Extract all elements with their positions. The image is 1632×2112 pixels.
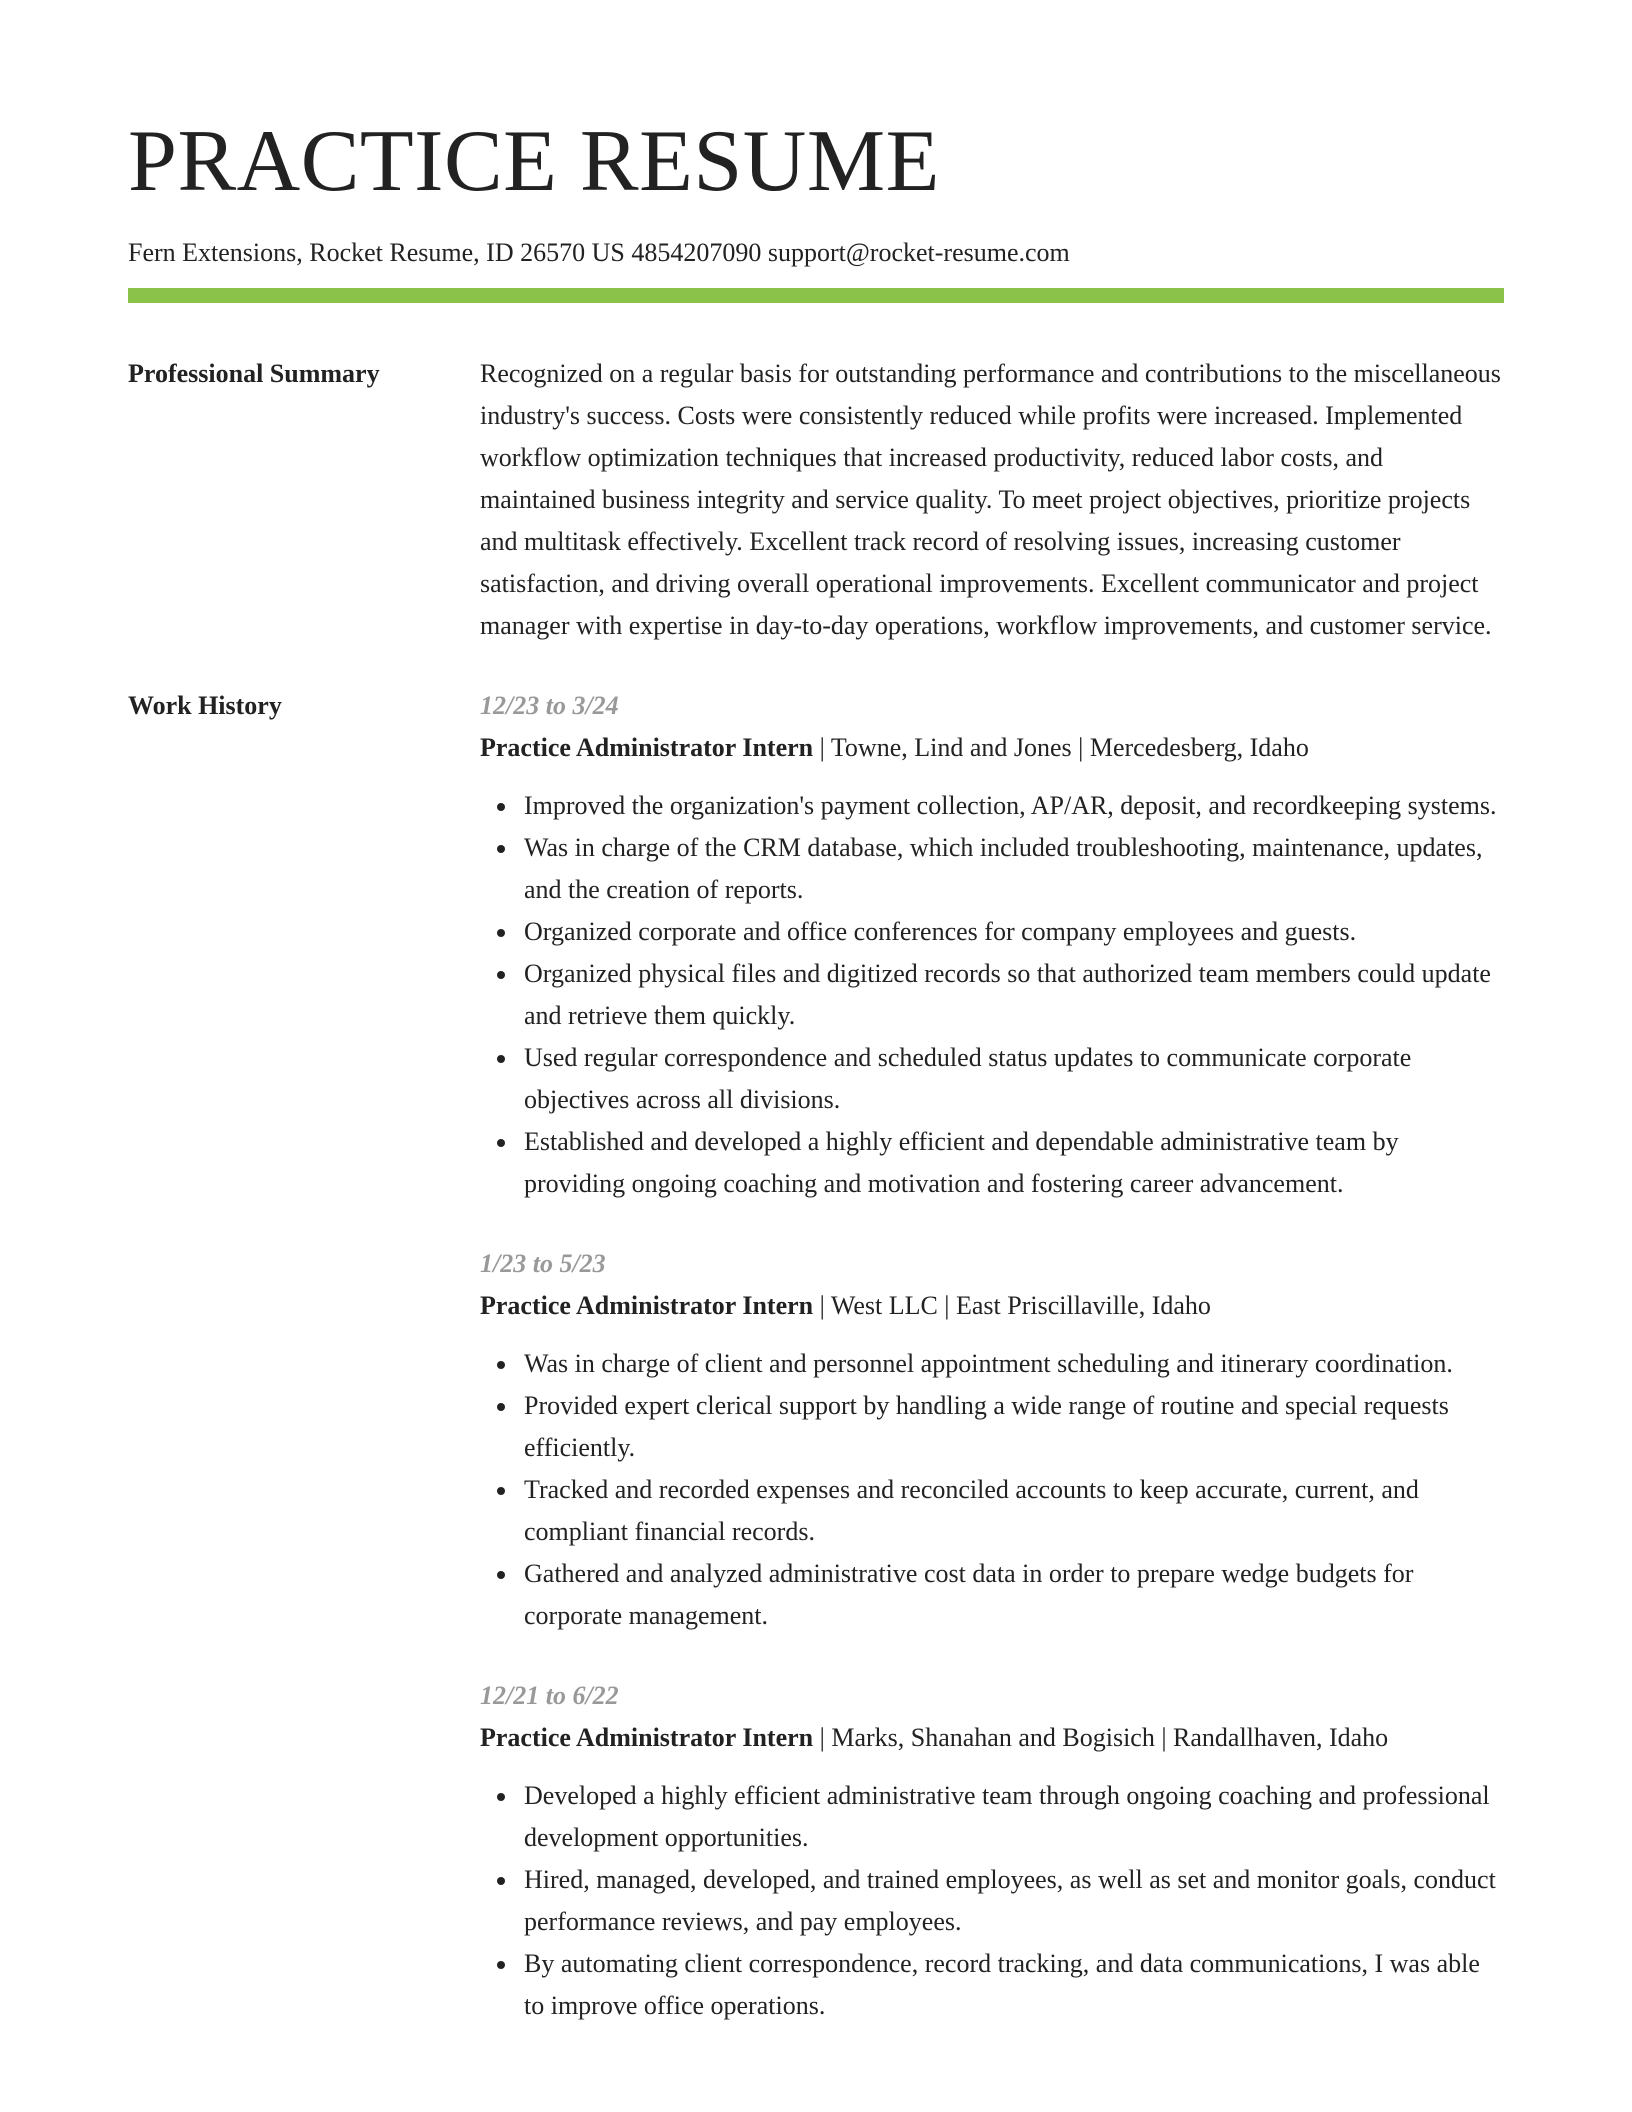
job-dates: 12/21 to 6/22 bbox=[480, 1680, 619, 1710]
job-title: Practice Administrator Intern bbox=[480, 1722, 814, 1752]
job-bullets bbox=[480, 1775, 1504, 2027]
job-bullet: Organized corporate and office conferences for company employees and guests. bbox=[524, 911, 1504, 953]
work-history-label: Work History bbox=[128, 690, 282, 720]
job-entry bbox=[480, 1675, 1504, 2027]
work-history-body bbox=[480, 685, 1504, 2065]
job-bullet: Tracked and recorded expenses and reconciled accounts to keep accurate, current, and compliant financial records. bbox=[524, 1469, 1504, 1553]
resume-name: PRACTICE RESUME bbox=[128, 113, 940, 210]
job-bullet: Organized physical files and digitized records so that authorized team members could update and retrieve them quickly. bbox=[524, 953, 1504, 1037]
job-title: Practice Administrator Intern bbox=[480, 1290, 814, 1320]
job-line bbox=[480, 1717, 1504, 1759]
resume-page bbox=[128, 113, 1504, 2065]
job-bullet: Developed a highly efficient administrative team through ongoing coaching and professional development opportunities. bbox=[524, 1775, 1504, 1859]
job-bullets bbox=[480, 1343, 1504, 1637]
job-entry bbox=[480, 685, 1504, 1205]
job-details: | Marks, Shanahan and Bogisich | Randallhaven, Idaho bbox=[813, 1722, 1389, 1752]
job-title: Practice Administrator Intern bbox=[480, 732, 814, 762]
job-bullets bbox=[480, 785, 1504, 1205]
job-bullet: Used regular correspondence and scheduled status updates to communicate corporate objectives across all divisions. bbox=[524, 1037, 1504, 1121]
job-entry bbox=[480, 1243, 1504, 1637]
header-divider bbox=[128, 288, 1504, 303]
summary-section bbox=[128, 353, 1504, 647]
job-line bbox=[480, 727, 1504, 769]
job-line bbox=[480, 1285, 1504, 1327]
job-bullet: Provided expert clerical support by handling a wide range of routine and special requests efficiently. bbox=[524, 1385, 1504, 1469]
summary-label: Professional Summary bbox=[128, 358, 380, 388]
job-details: | Towne, Lind and Jones | Mercedesberg, Idaho bbox=[813, 732, 1309, 762]
contact-line: Fern Extensions, Rocket Resume, ID 26570 US 4854207090 support@rocket-resume.com bbox=[128, 238, 1070, 267]
work-history-section bbox=[128, 685, 1504, 2065]
summary-body bbox=[480, 353, 1504, 647]
summary-text: Recognized on a regular basis for outstanding performance and contributions to the miscellaneous industry's success. Costs were consistently reduced while profits were increased. Implemented workflow optimization techniques that increased productivity, reduced labor costs, and maintained business integrity and service quality. To meet project objectives, prioritize projects and multitask effectively. Excellent track record of resolving issues, increasing customer satisfaction, and driving overall operational improvements. Excellent communicator and project manager with expertise in day-to-day operations, workflow improvements, and customer service. bbox=[480, 358, 1501, 640]
job-bullet: Established and developed a highly efficient and dependable administrative team by providing ongoing coaching and motivation and fostering career advancement. bbox=[524, 1121, 1504, 1205]
job-bullet: Gathered and analyzed administrative cost data in order to prepare wedge budgets for corporate management. bbox=[524, 1553, 1504, 1637]
job-bullet: By automating client correspondence, record tracking, and data communications, I was able to improve office operations. bbox=[524, 1943, 1504, 2027]
job-bullet: Was in charge of client and personnel appointment scheduling and itinerary coordination. bbox=[524, 1343, 1504, 1385]
job-dates: 1/23 to 5/23 bbox=[480, 1248, 606, 1278]
job-dates: 12/23 to 3/24 bbox=[480, 690, 619, 720]
job-bullet: Hired, managed, developed, and trained employees, as well as set and monitor goals, conduct performance reviews, and pay employees. bbox=[524, 1859, 1504, 1943]
job-bullet: Was in charge of the CRM database, which included troubleshooting, maintenance, updates, and the creation of reports. bbox=[524, 827, 1504, 911]
job-details: | West LLC | East Priscillaville, Idaho bbox=[813, 1290, 1211, 1320]
job-bullet: Improved the organization's payment collection, AP/AR, deposit, and recordkeeping systems. bbox=[524, 785, 1504, 827]
